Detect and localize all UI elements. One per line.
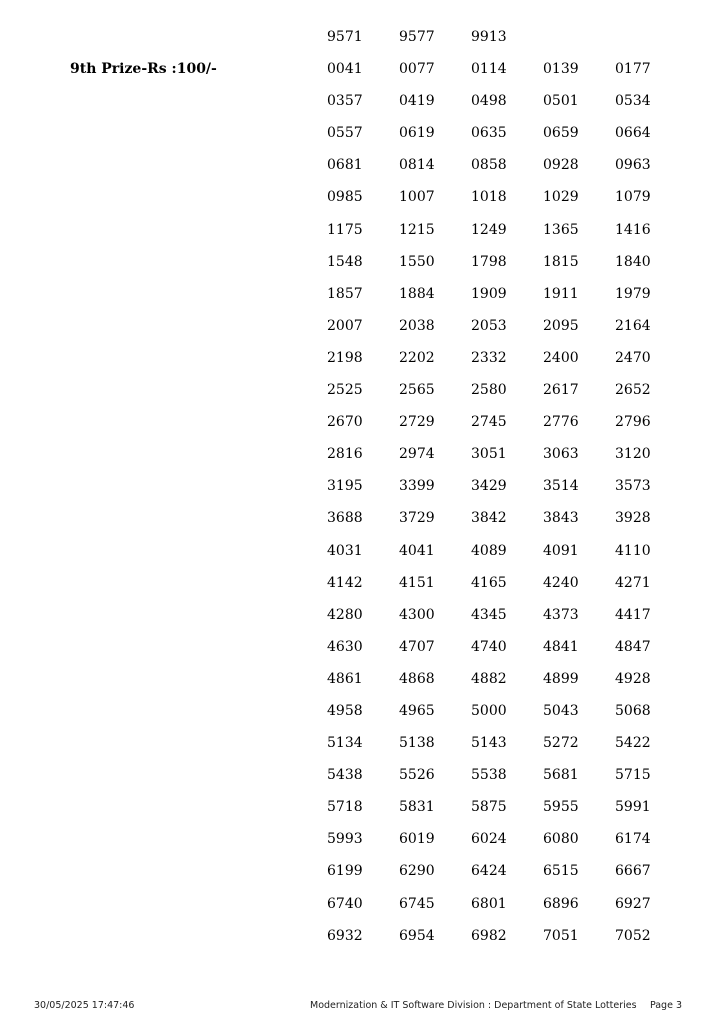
ticket-number: 4345 (471, 606, 507, 623)
ticket-number: 4165 (471, 574, 507, 591)
footer-timestamp: 30/05/2025 17:47:46 (34, 1000, 135, 1011)
ticket-number: 0557 (327, 125, 363, 142)
ticket-number: 5526 (399, 767, 435, 784)
ticket-number: 6801 (471, 895, 507, 912)
ticket-number: 7051 (543, 927, 579, 944)
ticket-number: 5715 (615, 767, 651, 784)
ticket-number: 0619 (399, 125, 435, 142)
number-row (327, 221, 687, 253)
ticket-number: 2525 (327, 382, 363, 399)
winning-numbers-grid (327, 28, 687, 959)
ticket-number: 4151 (399, 574, 435, 591)
ticket-number: 0139 (543, 61, 579, 78)
ticket-number: 1175 (327, 221, 363, 238)
ticket-number: 2095 (543, 317, 579, 334)
ticket-number: 3399 (399, 478, 435, 495)
ticket-number: 5875 (471, 799, 507, 816)
ticket-number: 5681 (543, 767, 579, 784)
ticket-number: 5831 (399, 799, 435, 816)
ticket-number: 2470 (615, 349, 651, 366)
ticket-number: 2202 (399, 349, 435, 366)
ticket-number: 3063 (543, 446, 579, 463)
ticket-number: 4847 (615, 638, 651, 655)
number-row (327, 317, 687, 349)
ticket-number: 5272 (543, 735, 579, 752)
ticket-number: 0963 (615, 157, 651, 174)
number-row (327, 798, 687, 830)
ticket-number: 1815 (543, 253, 579, 270)
number-row (327, 862, 687, 894)
ticket-number: 0041 (327, 61, 363, 78)
ticket-number: 3120 (615, 446, 651, 463)
ticket-number: 6174 (615, 831, 651, 848)
ticket-number: 6896 (543, 895, 579, 912)
ticket-number: 4630 (327, 638, 363, 655)
ticket-number: 3729 (399, 510, 435, 527)
footer-division: Modernization & IT Software Division : Department of State Lotteries (310, 1000, 637, 1011)
number-row (327, 60, 687, 92)
number-row (327, 574, 687, 606)
ticket-number: 3688 (327, 510, 363, 527)
ticket-number: 2053 (471, 317, 507, 334)
ticket-number: 2164 (615, 317, 651, 334)
ticket-number: 6199 (327, 863, 363, 880)
number-row (327, 734, 687, 766)
ticket-number: 1215 (399, 221, 435, 238)
ticket-number: 2729 (399, 414, 435, 431)
ticket-number: 5991 (615, 799, 651, 816)
ticket-number: 5955 (543, 799, 579, 816)
ticket-number: 1079 (615, 189, 651, 206)
ticket-number: 4958 (327, 702, 363, 719)
ticket-number: 0077 (399, 61, 435, 78)
ticket-number: 2332 (471, 349, 507, 366)
number-row (327, 413, 687, 445)
ticket-number: 3928 (615, 510, 651, 527)
ticket-number: 6740 (327, 895, 363, 912)
number-row (327, 124, 687, 156)
ticket-number: 1548 (327, 253, 363, 270)
ticket-number: 2796 (615, 414, 651, 431)
ticket-number: 0114 (471, 61, 507, 78)
ticket-number: 3051 (471, 446, 507, 463)
ticket-number: 5043 (543, 702, 579, 719)
ticket-number: 4868 (399, 670, 435, 687)
ticket-number: 5000 (471, 702, 507, 719)
ticket-number: 4091 (543, 542, 579, 559)
ticket-number: 4841 (543, 638, 579, 655)
ticket-number: 2816 (327, 446, 363, 463)
ticket-number: 0659 (543, 125, 579, 142)
ticket-number: 0681 (327, 157, 363, 174)
ticket-number: 0664 (615, 125, 651, 142)
number-row (327, 670, 687, 702)
ticket-number: 6019 (399, 831, 435, 848)
number-row (327, 381, 687, 413)
ticket-number: 0419 (399, 93, 435, 110)
ticket-number: 4373 (543, 606, 579, 623)
ticket-number: 0498 (471, 93, 507, 110)
ticket-number: 6927 (615, 895, 651, 912)
footer-page-number: Page 3 (649, 1000, 682, 1011)
ticket-number: 0177 (615, 61, 651, 78)
ticket-number: 5993 (327, 831, 363, 848)
ticket-number: 2617 (543, 382, 579, 399)
ticket-number: 0814 (399, 157, 435, 174)
number-row (327, 28, 687, 60)
number-row (327, 477, 687, 509)
ticket-number: 0534 (615, 93, 651, 110)
ticket-number: 6745 (399, 895, 435, 912)
number-row (327, 92, 687, 124)
ticket-number: 6932 (327, 927, 363, 944)
ticket-number: 1857 (327, 285, 363, 302)
ticket-number: 4089 (471, 542, 507, 559)
ticket-number: 0501 (543, 93, 579, 110)
ticket-number: 1029 (543, 189, 579, 206)
ticket-number: 0985 (327, 189, 363, 206)
ticket-number: 6080 (543, 831, 579, 848)
ticket-number: 6954 (399, 927, 435, 944)
ticket-number: 4417 (615, 606, 651, 623)
ticket-number: 0635 (471, 125, 507, 142)
ticket-number: 2652 (615, 382, 651, 399)
ticket-number: 4031 (327, 542, 363, 559)
number-row (327, 702, 687, 734)
ticket-number: 1007 (399, 189, 435, 206)
number-row (327, 285, 687, 317)
ticket-number: 5143 (471, 735, 507, 752)
ticket-number: 2198 (327, 349, 363, 366)
ticket-number: 1840 (615, 253, 651, 270)
ticket-number: 0858 (471, 157, 507, 174)
number-row (327, 509, 687, 541)
ticket-number: 5138 (399, 735, 435, 752)
ticket-number: 2670 (327, 414, 363, 431)
ticket-number: 4928 (615, 670, 651, 687)
number-row (327, 606, 687, 638)
ticket-number: 5538 (471, 767, 507, 784)
ticket-number: 0357 (327, 93, 363, 110)
number-row (327, 895, 687, 927)
ticket-number: 3573 (615, 478, 651, 495)
ticket-number: 2038 (399, 317, 435, 334)
prize-label: 9th Prize-Rs :100/- (70, 61, 217, 77)
ticket-number: 2007 (327, 317, 363, 334)
ticket-number: 5068 (615, 702, 651, 719)
ticket-number: 4240 (543, 574, 579, 591)
ticket-number: 6024 (471, 831, 507, 848)
number-row (327, 766, 687, 798)
ticket-number: 1249 (471, 221, 507, 238)
number-row (327, 927, 687, 959)
ticket-number: 3195 (327, 478, 363, 495)
ticket-number: 6982 (471, 927, 507, 944)
ticket-number: 6290 (399, 863, 435, 880)
ticket-number: 1798 (471, 253, 507, 270)
ticket-number: 9913 (471, 29, 507, 45)
ticket-number: 1018 (471, 189, 507, 206)
ticket-number: 2400 (543, 349, 579, 366)
ticket-number: 5422 (615, 735, 651, 752)
ticket-number: 1365 (543, 221, 579, 238)
ticket-number: 2580 (471, 382, 507, 399)
ticket-number: 4861 (327, 670, 363, 687)
number-row (327, 188, 687, 220)
ticket-number: 2776 (543, 414, 579, 431)
ticket-number: 7052 (615, 927, 651, 944)
ticket-number: 9571 (327, 29, 363, 45)
ticket-number: 1884 (399, 285, 435, 302)
ticket-number: 5438 (327, 767, 363, 784)
ticket-number: 6667 (615, 863, 651, 880)
ticket-number: 5718 (327, 799, 363, 816)
ticket-number: 0928 (543, 157, 579, 174)
ticket-number: 2974 (399, 446, 435, 463)
ticket-number: 3429 (471, 478, 507, 495)
ticket-number: 1909 (471, 285, 507, 302)
ticket-number: 4142 (327, 574, 363, 591)
number-row (327, 638, 687, 670)
ticket-number: 4740 (471, 638, 507, 655)
ticket-number: 6515 (543, 863, 579, 880)
number-row (327, 349, 687, 381)
ticket-number: 4300 (399, 606, 435, 623)
number-row (327, 542, 687, 574)
number-row (327, 253, 687, 285)
ticket-number: 4882 (471, 670, 507, 687)
ticket-number: 5134 (327, 735, 363, 752)
ticket-number: 1911 (543, 285, 579, 302)
ticket-number: 4899 (543, 670, 579, 687)
ticket-number: 4707 (399, 638, 435, 655)
ticket-number: 4280 (327, 606, 363, 623)
ticket-number: 2565 (399, 382, 435, 399)
ticket-number: 4110 (615, 542, 651, 559)
ticket-number: 4271 (615, 574, 651, 591)
number-row (327, 830, 687, 862)
ticket-number: 1550 (399, 253, 435, 270)
ticket-number: 6424 (471, 863, 507, 880)
ticket-number: 4965 (399, 702, 435, 719)
ticket-number: 1416 (615, 221, 651, 238)
number-row (327, 445, 687, 477)
ticket-number: 9577 (399, 29, 435, 45)
ticket-number: 3843 (543, 510, 579, 527)
ticket-number: 3842 (471, 510, 507, 527)
number-row (327, 156, 687, 188)
ticket-number: 2745 (471, 414, 507, 431)
ticket-number: 3514 (543, 478, 579, 495)
ticket-number: 4041 (399, 542, 435, 559)
ticket-number: 1979 (615, 285, 651, 302)
